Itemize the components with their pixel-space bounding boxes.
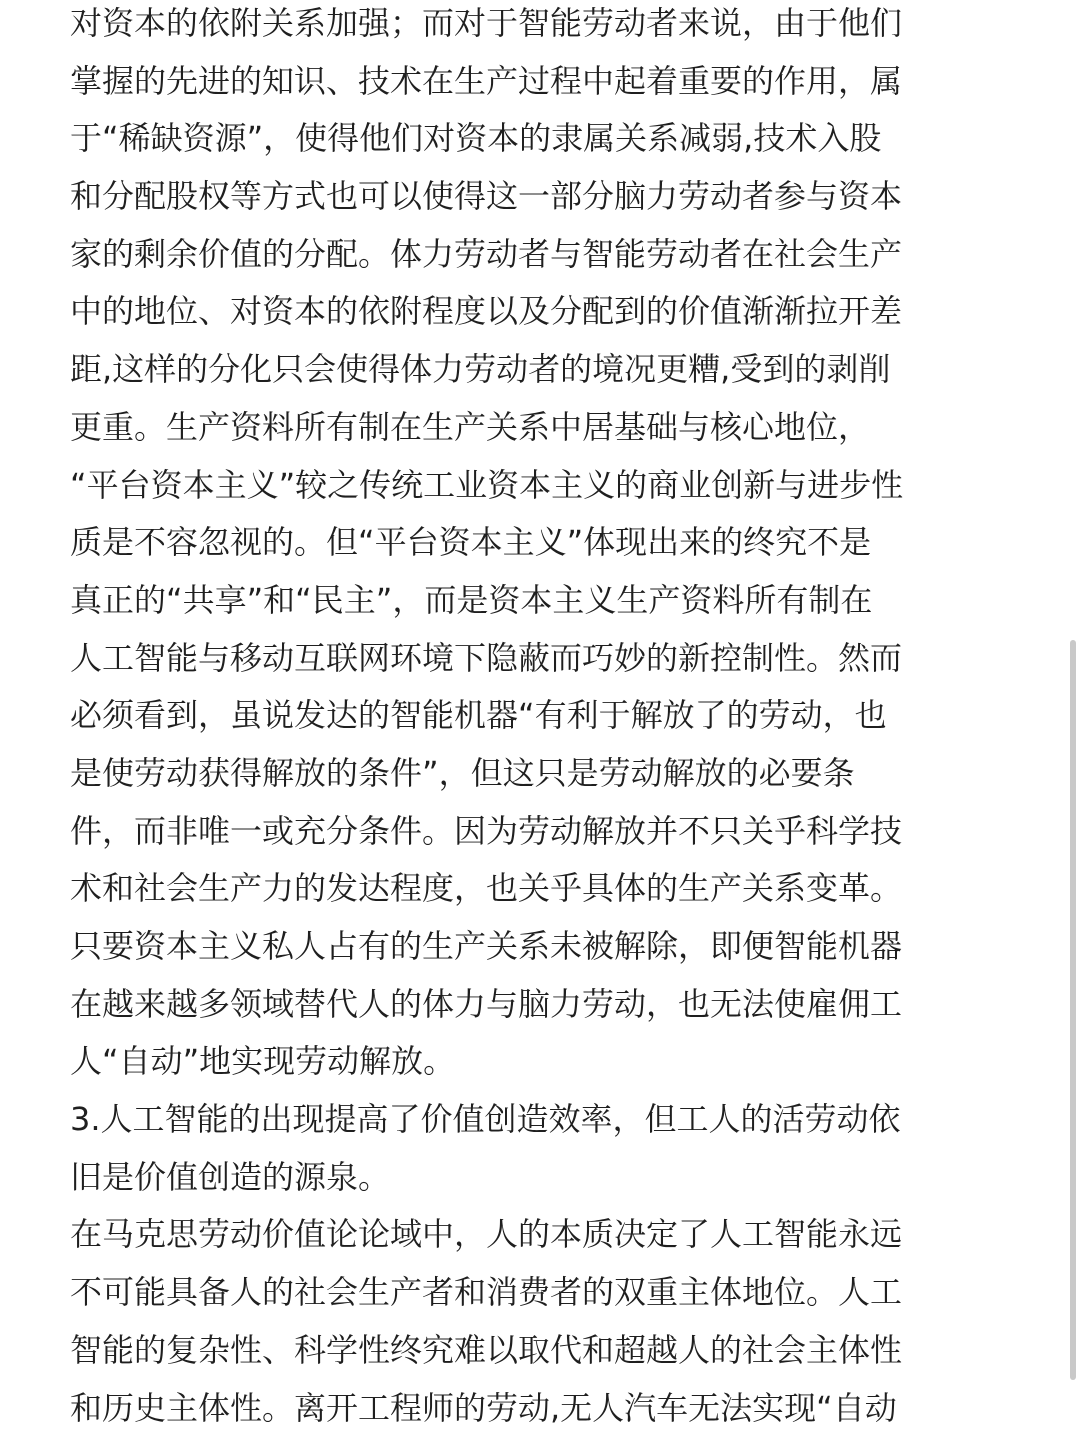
section-heading-line: 旧是价值创造的源泉。 [70, 1157, 391, 1196]
text-line: 和历史主体性。离开工程师的劳动,无人汽车无法实现“自动 [70, 1388, 897, 1427]
text-line: “平台资本主义”较之传统工业资本主义的商业创新与进步性 [70, 465, 904, 504]
scrollbar-thumb[interactable] [1070, 640, 1076, 1380]
text-line: 中的地位、对资本的依附程度以及分配到的价值渐渐拉开差 [70, 292, 903, 331]
section-heading-line: 3.人工智能的出现提高了价值创造效率，但工人的活劳动依 [70, 1100, 901, 1139]
document-body [70, 0, 1015, 1437]
text-line: 是使劳动获得解放的条件”，但这只是劳动解放的必要条 [70, 753, 855, 792]
vertical-scrollbar[interactable] [1066, 0, 1080, 1440]
text-line: 在马克思劳动价值论论域中，人的本质决定了人工智能永远 [70, 1215, 903, 1254]
text-line: 更重。生产资料所有制在生产关系中居基础与核心地位， [70, 407, 871, 446]
text-line: 智能的复杂性、科学性终究难以取代和超越人的社会主体性 [70, 1330, 903, 1369]
text-line: 件，而非唯一或充分条件。因为劳动解放并不只关乎科学技 [70, 811, 903, 850]
text-line: 真正的“共享”和“民主”，而是资本主义生产资料所有制在 [70, 580, 873, 619]
text-line: 掌握的先进的知识、技术在生产过程中起着重要的作用，属 [70, 61, 903, 100]
text-line: 对资本的依附关系加强；而对于智能劳动者来说，由于他们 [70, 4, 903, 42]
text-line: 不可能具备人的社会生产者和消费者的双重主体地位。人工 [70, 1273, 903, 1312]
text-line: 必须看到，虽说发达的智能机器“有利于解放了的劳动，也 [70, 696, 887, 735]
text-line: 质是不容忽视的。但“平台资本主义”体现出来的终究不是 [70, 523, 872, 562]
text-line: 于“稀缺资源”，使得他们对资本的隶属关系减弱,技术入股 [70, 119, 882, 158]
text-line: 和分配股权等方式也可以使得这一部分脑力劳动者参与资本 [70, 177, 903, 216]
text-line: 人“自动”地实现劳动解放。 [70, 1042, 456, 1081]
text-line: 家的剩余价值的分配。体力劳动者与智能劳动者在社会生产 [70, 234, 903, 273]
text-line: 人工智能与移动互联网环境下隐蔽而巧妙的新控制性。然而 [70, 638, 903, 677]
text-line: 在越来越多领域替代人的体力与脑力劳动，也无法使雇佣工 [70, 984, 903, 1023]
text-line: 术和社会生产力的发达程度，也关乎具体的生产关系变革。 [70, 869, 903, 908]
text-line: 距,这样的分化只会使得体力劳动者的境况更糟,受到的剥削 [70, 350, 891, 389]
text-line: 只要资本主义私人占有的生产关系未被解除，即便智能机器 [70, 927, 903, 965]
